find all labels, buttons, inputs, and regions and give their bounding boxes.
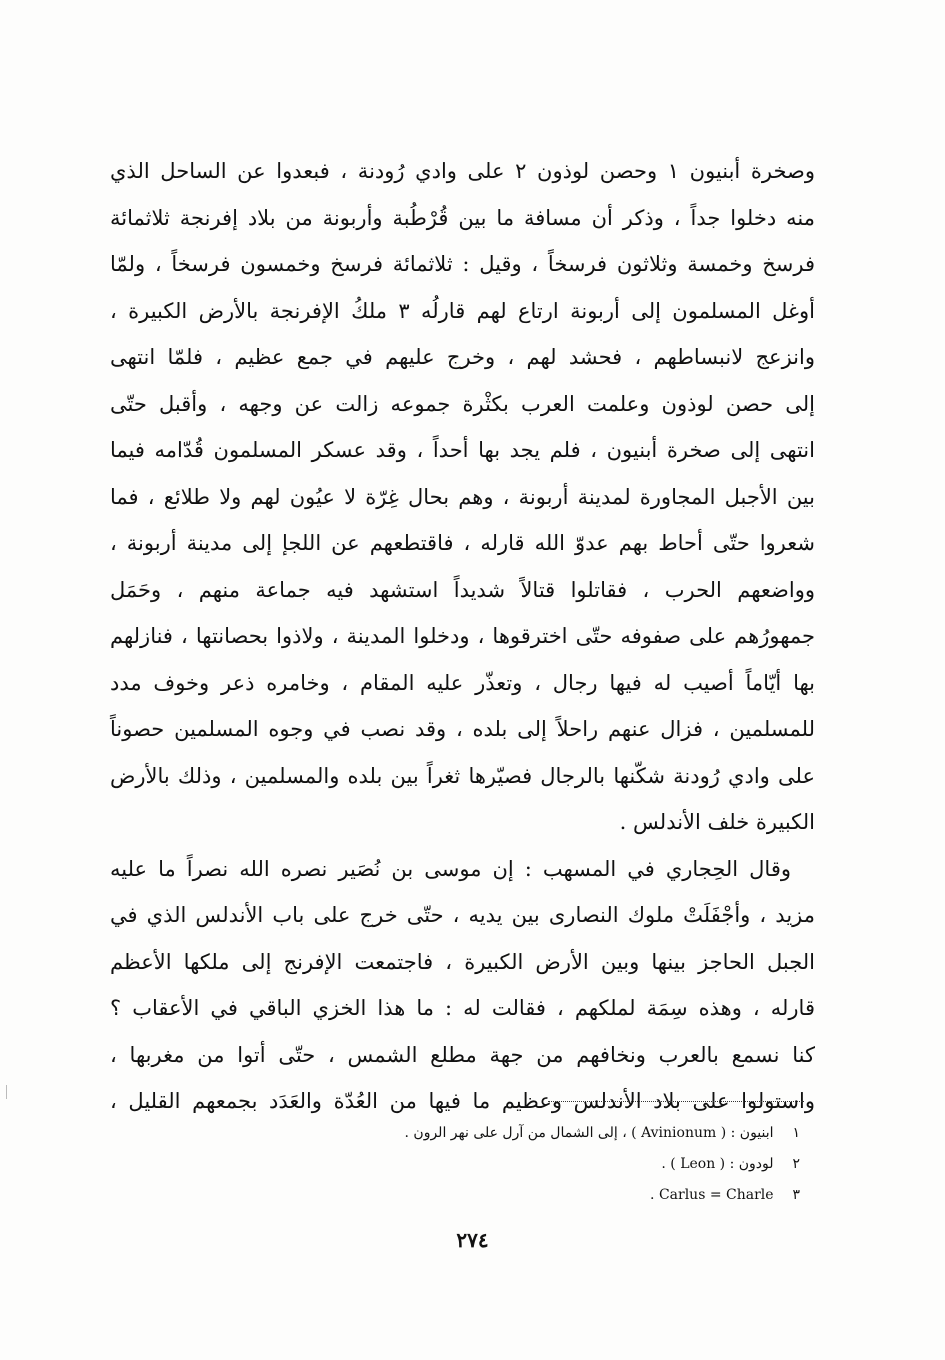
text-line: وقال الحِجاري في المسهب : إن موسى بن نُصَير نصره الله نصراً ما عليه (110, 856, 791, 881)
text-line: للمسلمين ، فزال عنهم راحلاً إلى بلده ، وقد نصب في وجوه المسلمين حصوناً (110, 717, 815, 741)
footnote (280, 1180, 800, 1211)
footnote-number: ٣ (792, 1187, 800, 1203)
text-line: وصخرة أبنيون ١ وحصن لوذون ٢ على وادي رُودنة ، فبعدوا عن الساحل الذي (110, 159, 815, 183)
footnote-text: ابنيون : ( Avinionum ) ، إلى الشمال من آرل على نهر الرون . (404, 1125, 774, 1141)
text-line: مزيد ، وأجْفَلَتْ ملوك النصارى بين يديه ، حتّى خرج على باب الأندلس الذي في (110, 903, 815, 927)
footnote (280, 1149, 800, 1180)
footnote-number: ١ (792, 1125, 800, 1141)
footnote-number: ٢ (792, 1156, 800, 1172)
text-line: جمهورُهم على صفوفه حتّى اخترقوها ، ودخلوا المدينة ، ولاذوا بحصانتها ، فنازلهم (110, 624, 815, 648)
text-line: الكبيرة خلف الأندلس . (619, 810, 815, 834)
text-line: قارله ، وهذه سِمَة لملكهم ، فقالت له : ما هذا الخزي الباقي في الأعقاب ؟ (110, 996, 815, 1020)
text-line: بين الأجبل المجاورة لمدينة أربونة ، وهم بحال غِرّة لا عيُون لهم ولا طلائع ، فما (110, 484, 815, 509)
text-line: شعروا حتّى أحاط بهم عدوّ الله قارله ، فاقتطعهم عن اللجإ إلى مدينة أربونة ، (110, 531, 815, 555)
page-number: ٢٧٤ (456, 1228, 489, 1252)
footnote-text: لودون : ( Leon ) . (661, 1156, 774, 1172)
text-line: وواضعهم الحرب ، فقاتلوا قتالاً شديداً استشهد فيه جماعة منهم ، وحَمَل (110, 577, 815, 602)
text-line: بها أيّاماً أصيب له فيها رجال ، وتعذّر عليه المقام ، وخامره ذعر وخوف مدد (110, 670, 815, 695)
footnote (280, 1118, 800, 1149)
footnote-text: Carlus = Charle . (650, 1187, 774, 1203)
text-line: فرسخ وخمسة وثلاثون فرسخاً ، وقيل : ثلاثمائة فرسخ وخمسون فرسخاً ، ولمّا (110, 252, 815, 276)
main-text (110, 148, 815, 1125)
text-line: الجبل الحاجز بينها وبين الأرض الكبيرة ، فاجتمعت الإفرنج إلى ملكها الأعظم (110, 949, 815, 974)
text-line: إلى حصن لوذون وعلمت العرب بكثْرة جموعه زالت عن وجهه ، وأقبل حتّى (110, 391, 815, 416)
footnote-divider (548, 1101, 804, 1102)
text-line: انتهى إلى صخرة أبنيون ، فلم يجد بها أحداً ، وقد عسكر المسلمون قُدّامه فيما (110, 438, 815, 462)
text-line: كنا نسمع بالعرب ونخافهم من جهة مطلع الشمس ، حتّى أتوا من مغربها ، (110, 1042, 815, 1067)
text-line: على وادي رُودنة شكّنها بالرجال فصيّرها ثغراً بين بلده والمسلمين ، وذلك بالأرض (110, 763, 815, 788)
footnotes (280, 1118, 800, 1211)
text-line: وانزعج لانبساطهم ، فحشد لهم ، وخرج عليهم في جمع عظيم ، فلمّا انتهى (110, 345, 815, 369)
margin-mark (6, 1085, 7, 1099)
text-line: واستولوا على بلاد الأندلس وعظيم ما فيها من العُدّة والعَدَد بجمعهم القليل ، (110, 1089, 815, 1113)
text-line: أوغل المسلمون إلى أربونة ارتاع لهم قارلُه ٣ ملكُ الإفرنجة بالأرض الكبيرة ، (110, 298, 815, 323)
text-line: منه دخلوا جداً ، وذكر أن مسافة ما بين قُرْطُبة وأربونة من بلاد إفرنجة ثلاثمائة (110, 205, 815, 230)
